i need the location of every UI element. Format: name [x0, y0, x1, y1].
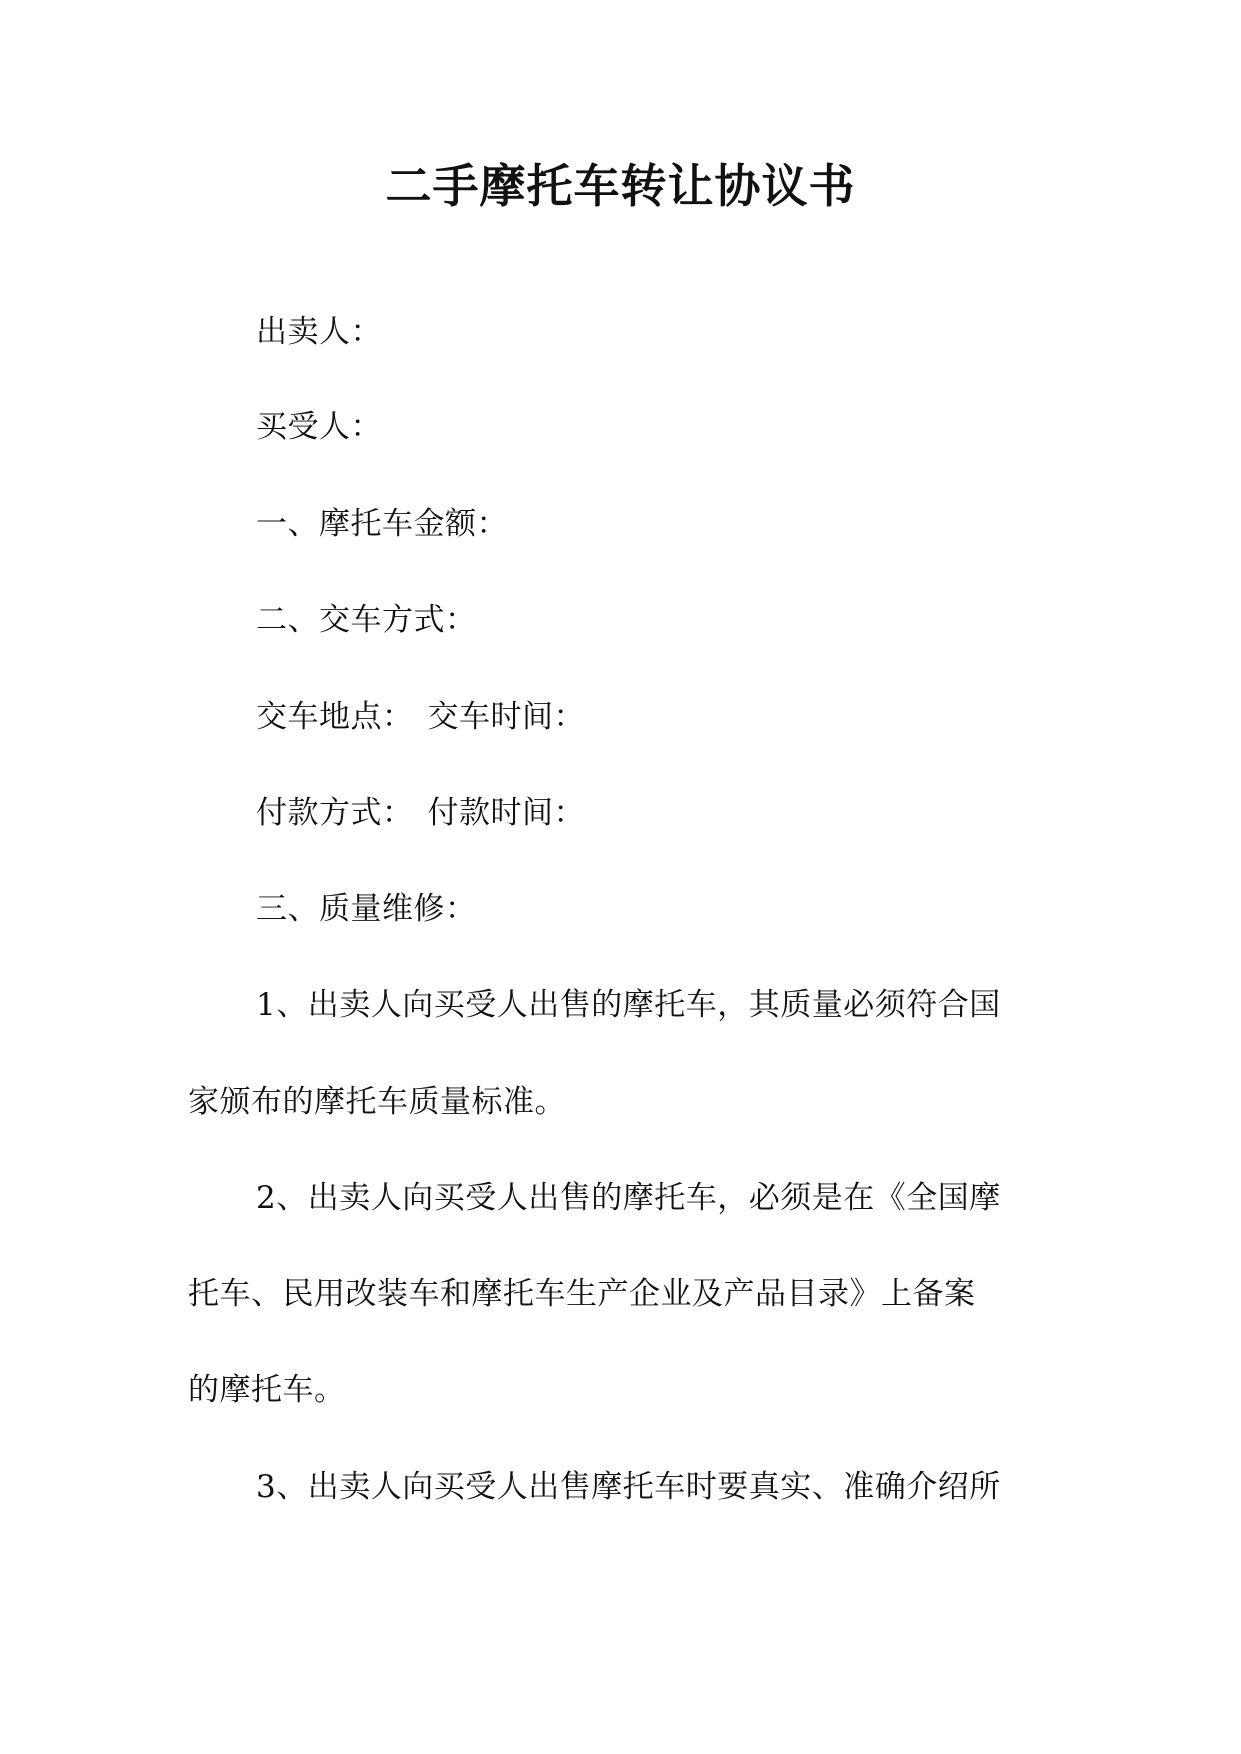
delivery-place-label: 交车地点： [256, 699, 414, 735]
document-title: 二手摩托车转让协议书 [385, 159, 856, 213]
delivery-line [256, 697, 585, 737]
clause-2-line-3: 的摩托车。 [188, 1372, 346, 1408]
clause-3-line-1: 3、出卖人向买受人出售摩托车时要真实、准确介绍所 [256, 1469, 1001, 1505]
section-3-quality: 三、质量维修： [256, 891, 477, 927]
payment-line [256, 793, 585, 833]
payment-time-label: 付款时间： [427, 795, 585, 831]
section-2-delivery: 二、交车方式： [256, 602, 477, 638]
clause-1-line-1: 1、出卖人向买受人出售的摩托车，其质量必须符合国 [256, 987, 1001, 1023]
clause-2-line-1: 2、出卖人向买受人出售的摩托车，必须是在《全国摩 [256, 1180, 1001, 1216]
clause-1-line-2: 家颁布的摩托车质量标准。 [188, 1084, 566, 1120]
payment-method-label: 付款方式： [256, 795, 414, 831]
delivery-time-label: 交车时间： [427, 699, 585, 735]
seller-label: 出卖人： [256, 314, 382, 350]
buyer-label: 买受人： [256, 409, 382, 445]
section-1-amount: 一、摩托车金额： [256, 506, 508, 542]
clause-2-line-2: 托车、民用改装车和摩托车生产企业及产品目录》上备案 [188, 1276, 976, 1312]
